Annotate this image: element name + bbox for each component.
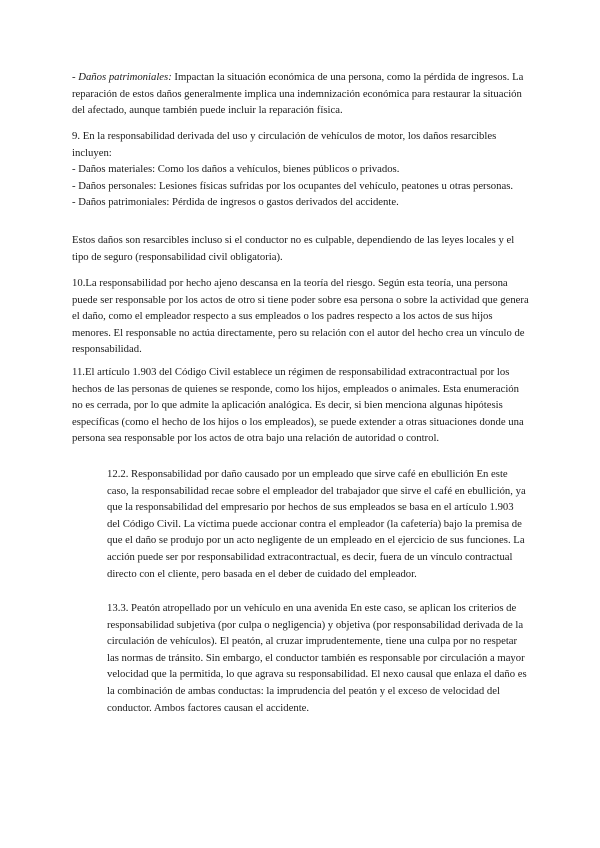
intro-text: Impactan la situación económica de una persona, como la pérdida de ingresos. La reparación de estos daños generalmente implica una indemnización económica para restaurar la situación del afectado, aunque también puede incluir la reparación física. — [72, 71, 524, 117]
list-item: - Daños personales: Lesiones físicas sufridas por los ocupantes del vehículo, peatones u otras personas. — [72, 179, 514, 192]
intro-dash: - — [72, 71, 79, 83]
intro-term: Daños patrimoniales: — [78, 71, 172, 83]
section-12: 12.2. Responsabilidad por daño causado por un empleado que sirve café en ebullición En este caso, la responsabilidad recae sobre el empleador del trabajador que sirve el café en ebullición, ya que la responsabilidad del empresario por hechos de sus empleados se basa en el artículo 1.903 del Código Civil. La víctima puede accionar contra el empleador (la cafetería) bajo la premisa de que el daño se produjo por un acto negligente de un empleado en el ejercicio de sus funciones. La acción puede ser por responsabilidad extracontractual, es decir, fuera de un vínculo contractual directo con el cliente, pero basada en el deber de cuidado del empleador. — [107, 468, 526, 580]
section-13: 13.3. Peatón atropellado por un vehículo en una avenida En este caso, se aplican los criterios de responsabilidad subjetiva (por culpa o negligencia) y objetiva (por responsabilidad derivada de la circulación de vehículos). El peatón, al cruzar imprudentemente, tiene una culpa por no respetar las normas de tránsito. Sin embargo, el conductor también es responsable por circulación a mayor velocidad que la permitida, lo que agrava su responsabilidad. El nexo causal que enlaza el daño es la combinación de ambas conductas: la imprudencia del peatón y el exceso de velocidad del conductor. Ambos factores causan el accidente. — [107, 602, 527, 714]
section-9-note: Estos daños son resarcibles incluso si el conductor no es culpable, dependiendo de las leyes locales y el tipo de seguro (responsabilidad civil obligatoria). — [72, 234, 515, 263]
section-10: 10.La responsabilidad por hecho ajeno descansa en la teoría del riesgo. Según esta teoría, una persona puede ser responsable por los actos de otro si tiene poder sobre esa persona o sobre la actividad que genera el daño, como el empleador respecto a sus empleados o los padres respecto a los actos de sus hijos menores. El responsable no actúa directamente, pero su relación con el autor del hecho crea un vínculo de responsabilidad. — [72, 277, 529, 356]
section-9 — [72, 128, 529, 211]
list-item: - Daños patrimoniales: Pérdida de ingresos o gastos derivados del accidente. — [72, 196, 399, 209]
intro-paragraph — [72, 69, 529, 119]
list-item: - Daños materiales: Como los daños a vehículos, bienes públicos o privados. — [72, 163, 400, 176]
section-11: 11.El artículo 1.903 del Código Civil establece un régimen de responsabilidad extracontractual por los hechos de las personas de quienes se responde, como los hijos, empleados o animales. Esta enumeración no es cerrada, por lo que admite la aplicación analógica. Es decir, si bien menciona algunas hipótesis específicas (como el hecho de los hijos o los empleados), se puede extender a otras situaciones donde una persona sea responsable por los actos de otra bajo una relación de autoridad o control. — [72, 366, 524, 445]
section-9-lead: 9. En la responsabilidad derivada del uso y circulación de vehículos de motor, los daños resarcibles incluyen: — [72, 130, 497, 159]
